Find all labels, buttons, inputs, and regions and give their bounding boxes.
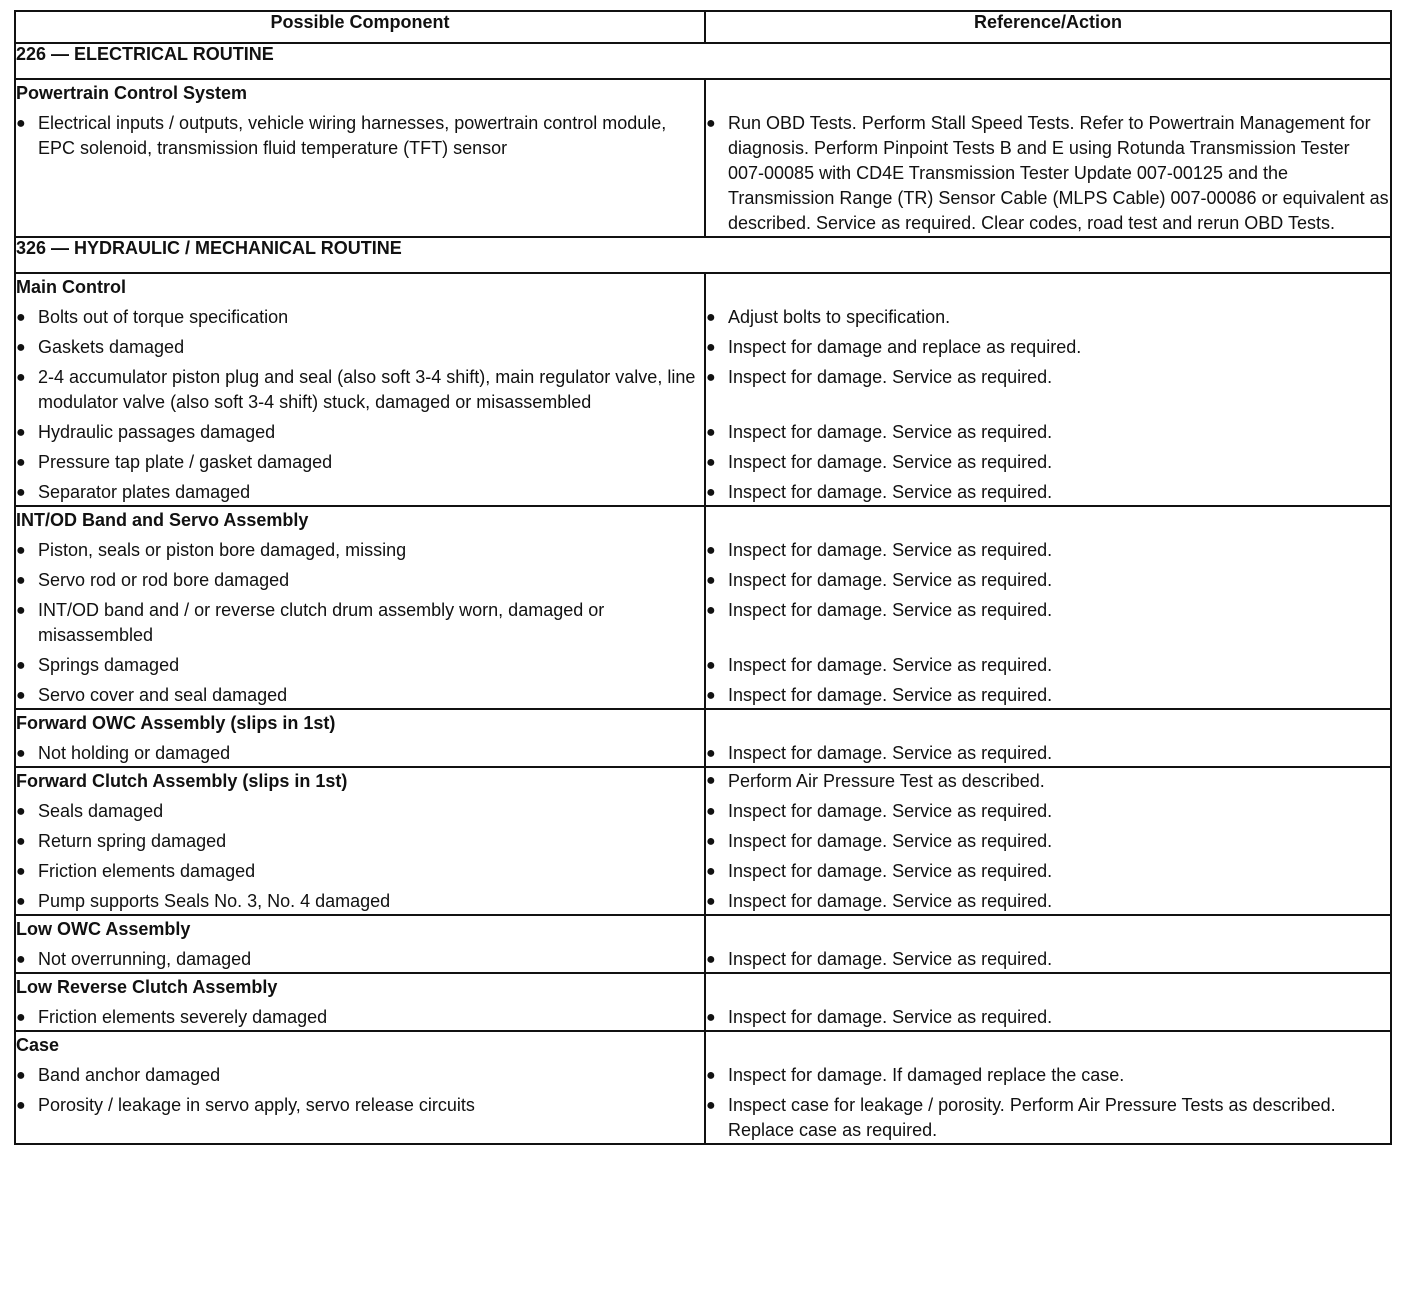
group-row (15, 973, 1391, 1031)
component-item (16, 824, 704, 854)
action-item (706, 678, 1390, 708)
action-item (706, 942, 1390, 972)
component-item (16, 648, 704, 678)
group-row (15, 915, 1391, 973)
action-item-text: Inspect for damage. Service as required. (728, 540, 1053, 560)
action-item-text: Inspect for damage. Service as required. (728, 367, 1053, 387)
action-item (706, 794, 1390, 824)
action-item-text: Inspect for damage and replace as required. (728, 337, 1082, 357)
bullet-icon: ● (16, 745, 26, 762)
bullet-icon: ● (706, 454, 716, 471)
action-item (706, 736, 1390, 766)
action-item-text: Inspect for damage. Service as required. (728, 861, 1053, 881)
title-spacer (706, 80, 1390, 106)
diagnosis-document (14, 10, 1390, 1145)
bullet-icon: ● (706, 772, 716, 789)
component-cell (15, 1031, 705, 1144)
component-item (16, 794, 704, 824)
bullet-icon: ● (16, 484, 26, 501)
bullet-icon: ● (16, 951, 26, 968)
action-item-text: Inspect for damage. Service as required. (728, 831, 1053, 851)
component-cell (15, 767, 705, 915)
diagnosis-table (14, 10, 1392, 1145)
title-spacer (706, 916, 1390, 942)
component-item (16, 942, 704, 972)
component-item (16, 475, 704, 505)
component-item (16, 415, 704, 445)
action-item (706, 475, 1390, 505)
bullet-icon: ● (16, 1009, 26, 1026)
group-title-action-text: Perform Air Pressure Test as described. (728, 771, 1045, 791)
action-cell (705, 506, 1391, 709)
routine-title: 226 — ELECTRICAL ROUTINE (15, 43, 1391, 79)
bullet-icon: ● (706, 1097, 716, 1114)
group-row (15, 79, 1391, 237)
action-cell (705, 273, 1391, 506)
action-item-text: Inspect for damage. Service as required. (728, 570, 1053, 590)
component-item-text: Springs damaged (38, 655, 180, 675)
action-item (706, 593, 1390, 648)
component-item (16, 884, 704, 914)
title-spacer (706, 974, 1390, 1000)
component-item (16, 736, 704, 766)
action-item (706, 360, 1390, 415)
action-cell (705, 709, 1391, 767)
component-item (16, 106, 704, 236)
routine-row (15, 43, 1391, 79)
bullet-icon: ● (706, 745, 716, 762)
bullet-icon: ● (706, 115, 716, 132)
action-item (706, 415, 1390, 445)
component-item (16, 1058, 704, 1088)
group-title: Low OWC Assembly (16, 919, 191, 939)
title-spacer (706, 710, 1390, 736)
action-cell (705, 767, 1391, 915)
bullet-icon: ● (706, 572, 716, 589)
bullet-icon: ● (16, 369, 26, 386)
component-item-text: INT/OD band and / or reverse clutch drum assembly worn, damaged or misassembled (38, 600, 605, 645)
bullet-icon: ● (16, 454, 26, 471)
action-item-text: Inspect for damage. Service as required. (728, 949, 1053, 969)
column-header-action: Reference/Action (705, 11, 1391, 43)
table-body (15, 43, 1391, 1144)
component-cell (15, 709, 705, 767)
component-item-text: Friction elements damaged (38, 861, 256, 881)
bullet-icon: ● (16, 1067, 26, 1084)
group-title: Case (16, 1035, 60, 1055)
bullet-icon: ● (706, 893, 716, 910)
component-cell (15, 79, 705, 237)
bullet-icon: ● (16, 893, 26, 910)
bullet-icon: ● (16, 803, 26, 820)
component-item (16, 330, 704, 360)
group-row (15, 709, 1391, 767)
component-item-text: Servo cover and seal damaged (38, 685, 288, 705)
component-cell (15, 506, 705, 709)
component-item-text: Piston, seals or piston bore damaged, missing (38, 540, 407, 560)
action-item (706, 330, 1390, 360)
bullet-icon: ● (706, 602, 716, 619)
component-item-text: Seals damaged (38, 801, 164, 821)
component-item-text: Hydraulic passages damaged (38, 422, 276, 442)
group-title-action (706, 768, 1390, 794)
bullet-icon: ● (16, 339, 26, 356)
bullet-icon: ● (706, 863, 716, 880)
bullet-icon: ● (16, 687, 26, 704)
action-item (706, 1000, 1390, 1030)
component-item (16, 360, 704, 415)
component-item-text: Electrical inputs / outputs, vehicle wiring harnesses, powertrain control module, EPC solenoid, transmission fluid temperature (TFT) sensor (38, 113, 667, 158)
action-item-text: Inspect for damage. Service as required. (728, 891, 1053, 911)
group-row (15, 273, 1391, 506)
group-row (15, 506, 1391, 709)
action-item-text: Inspect for damage. Service as required. (728, 482, 1053, 502)
bullet-icon: ● (706, 803, 716, 820)
bullet-icon: ● (706, 309, 716, 326)
bullet-icon: ● (16, 542, 26, 559)
action-item-text: Inspect for damage. Service as required. (728, 422, 1053, 442)
action-item (706, 854, 1390, 884)
bullet-icon: ● (706, 1009, 716, 1026)
component-item (16, 854, 704, 884)
action-item (706, 824, 1390, 854)
action-item-text: Inspect for damage. Service as required. (728, 600, 1053, 620)
bullet-icon: ● (706, 542, 716, 559)
action-item (706, 300, 1390, 330)
action-item-text: Inspect for damage. Service as required. (728, 743, 1053, 763)
component-item-text: Gaskets damaged (38, 337, 185, 357)
bullet-icon: ● (16, 572, 26, 589)
component-item (16, 1088, 704, 1143)
component-item (16, 593, 704, 648)
action-item-text: Inspect for damage. Service as required. (728, 1007, 1053, 1027)
bullet-icon: ● (706, 339, 716, 356)
bullet-icon: ● (706, 657, 716, 674)
group-title: Low Reverse Clutch Assembly (16, 977, 278, 997)
bullet-icon: ● (706, 1067, 716, 1084)
action-item (706, 648, 1390, 678)
action-cell (705, 973, 1391, 1031)
action-item-text: Inspect for damage. Service as required. (728, 801, 1053, 821)
action-item-text: Inspect for damage. Service as required. (728, 655, 1053, 675)
action-item (706, 563, 1390, 593)
component-item (16, 563, 704, 593)
bullet-icon: ● (16, 424, 26, 441)
component-item-text: Porosity / leakage in servo apply, servo release circuits (38, 1095, 475, 1115)
component-item-text: 2-4 accumulator piston plug and seal (also soft 3-4 shift), main regulator valve, line modulator valve (also soft 3-4 shift) stuck, damaged or misassembled (38, 367, 696, 412)
component-item (16, 445, 704, 475)
bullet-icon: ● (706, 687, 716, 704)
bullet-icon: ● (16, 115, 26, 132)
bullet-icon: ● (706, 951, 716, 968)
bullet-icon: ● (16, 863, 26, 880)
bullet-icon: ● (706, 424, 716, 441)
group-title: Forward OWC Assembly (slips in 1st) (16, 713, 336, 733)
routine-title: 326 — HYDRAULIC / MECHANICAL ROUTINE (15, 237, 1391, 273)
bullet-icon: ● (706, 484, 716, 501)
action-item (706, 106, 1390, 236)
bullet-icon: ● (706, 369, 716, 386)
title-spacer (706, 274, 1390, 300)
component-item-text: Separator plates damaged (38, 482, 251, 502)
component-cell (15, 273, 705, 506)
group-title: Forward Clutch Assembly (slips in 1st) (16, 771, 348, 791)
action-item (706, 445, 1390, 475)
group-title: INT/OD Band and Servo Assembly (16, 510, 309, 530)
title-spacer (706, 507, 1390, 533)
action-item-text: Inspect for damage. If damaged replace the case. (728, 1065, 1125, 1085)
component-item-text: Pressure tap plate / gasket damaged (38, 452, 333, 472)
action-item-text: Run OBD Tests. Perform Stall Speed Tests. Refer to Powertrain Management for diagnosis. Perform Pinpoint Tests B and E using Rotunda Transmission Tester 007-00085 with CD4E Transmission Tester Update 007-00125 and the Transmission Range (TR) Sensor Cable (MLPS Cable) 007-00086 or equivalent as described. Service as required. Clear codes, road test and rerun OBD Tests. (728, 113, 1389, 233)
component-item-text: Servo rod or rod bore damaged (38, 570, 290, 590)
action-item-text: Inspect case for leakage / porosity. Perform Air Pressure Tests as described. Replace case as required. (728, 1095, 1336, 1140)
component-item-text: Bolts out of torque specification (38, 307, 289, 327)
component-item-text: Friction elements severely damaged (38, 1007, 328, 1027)
column-header-component: Possible Component (15, 11, 705, 43)
routine-row (15, 237, 1391, 273)
bullet-icon: ● (16, 657, 26, 674)
component-item-text: Not overrunning, damaged (38, 949, 252, 969)
component-item (16, 533, 704, 563)
action-item-text: Inspect for damage. Service as required. (728, 452, 1053, 472)
bullet-icon: ● (16, 1097, 26, 1114)
group-title: Powertrain Control System (16, 83, 248, 103)
component-item-text: Not holding or damaged (38, 743, 231, 763)
component-cell (15, 973, 705, 1031)
action-cell (705, 1031, 1391, 1144)
bullet-icon: ● (16, 833, 26, 850)
component-item-text: Pump supports Seals No. 3, No. 4 damaged (38, 891, 391, 911)
table-header-row (15, 11, 1391, 43)
action-item (706, 1088, 1390, 1143)
bullet-icon: ● (16, 602, 26, 619)
bullet-icon: ● (16, 309, 26, 326)
group-row (15, 767, 1391, 915)
component-item-text: Return spring damaged (38, 831, 227, 851)
group-row (15, 1031, 1391, 1144)
title-spacer (706, 1032, 1390, 1058)
component-item-text: Band anchor damaged (38, 1065, 221, 1085)
action-item (706, 533, 1390, 563)
action-item (706, 884, 1390, 914)
action-cell (705, 79, 1391, 237)
component-item (16, 300, 704, 330)
component-cell (15, 915, 705, 973)
component-item (16, 678, 704, 708)
action-item (706, 1058, 1390, 1088)
action-item-text: Inspect for damage. Service as required. (728, 685, 1053, 705)
action-cell (705, 915, 1391, 973)
group-title: Main Control (16, 277, 126, 297)
component-item (16, 1000, 704, 1030)
bullet-icon: ● (706, 833, 716, 850)
action-item-text: Adjust bolts to specification. (728, 307, 951, 327)
